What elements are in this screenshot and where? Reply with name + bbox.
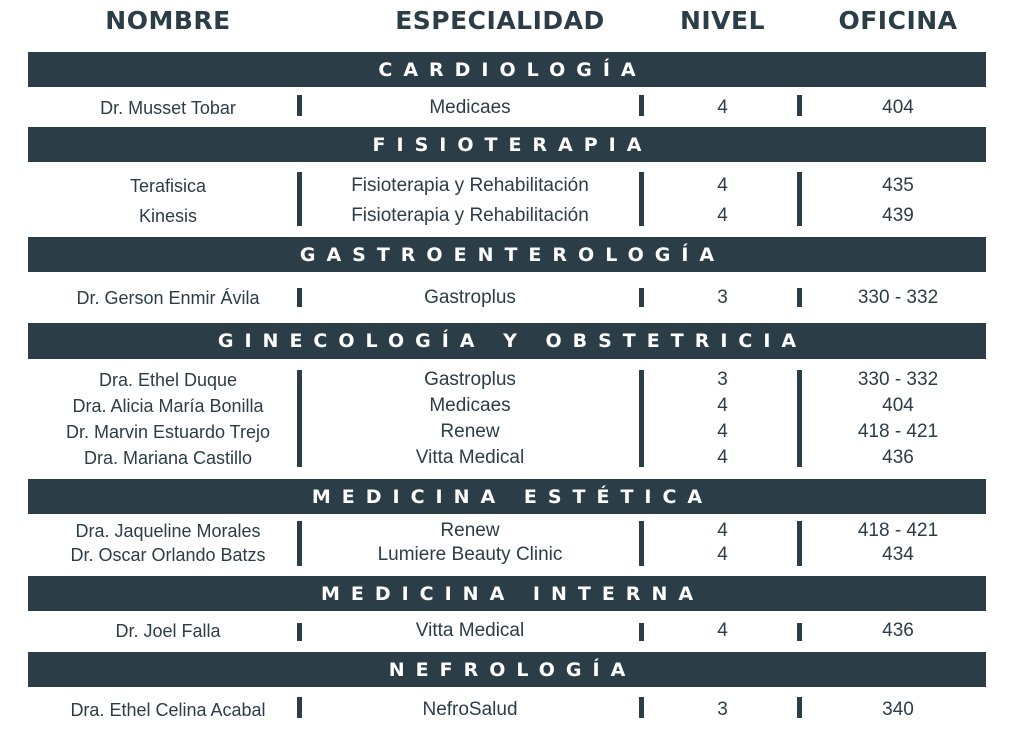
cell-oficina: 418 - 421 (857, 421, 939, 442)
column-divider (797, 370, 802, 467)
column-divider (297, 623, 302, 641)
section-title-band: FISIOTERAPIA (28, 127, 986, 162)
cell-nivel: 3 (717, 369, 728, 390)
cell-oficina: 436 (882, 447, 914, 468)
cell-oficina: 404 (882, 395, 914, 416)
column-divider (797, 288, 802, 307)
table-header (0, 0, 1024, 50)
section-title-band: MEDICINA INTERNA (28, 576, 986, 611)
table-row (0, 96, 1024, 120)
cell-nivel: 4 (717, 97, 728, 118)
section-title-band: CARDIOLOGÍA (28, 52, 986, 87)
cell-oficina: 330 - 332 (857, 369, 939, 390)
column-divider (297, 697, 302, 718)
cell-oficina: 435 (882, 175, 914, 196)
cell-especialidad: NefroSalud (422, 699, 518, 720)
cell-nombre: Dra. Alicia María Bonilla (72, 396, 264, 416)
table-row (0, 420, 1024, 444)
cell-nombre: Dra. Mariana Castillo (83, 448, 253, 468)
section-title-band: GASTROENTEROLOGÍA (28, 237, 986, 272)
column-divider (797, 521, 802, 566)
cell-nombre: Dr. Musset Tobar (100, 98, 236, 118)
column-divider (797, 697, 802, 718)
cell-especialidad: Fisioterapia y Rehabilitación (351, 175, 589, 196)
cell-nombre: Kinesis (138, 206, 198, 226)
cell-especialidad: Vitta Medical (415, 447, 525, 468)
table-row (0, 204, 1024, 228)
header-nombre: NOMBRE (105, 6, 231, 35)
cell-especialidad: Gastroplus (424, 287, 516, 308)
table-row (0, 543, 1024, 567)
table-row (0, 446, 1024, 470)
cell-especialidad: Gastroplus (424, 369, 516, 390)
table-row (0, 174, 1024, 198)
cell-nivel: 4 (717, 620, 728, 641)
table-row (0, 286, 1024, 310)
cell-especialidad: Vitta Medical (415, 620, 525, 641)
section-title-band: GINECOLOGÍA Y OBSTETRICIA (28, 323, 986, 359)
cell-nombre: Dr. Marvin Estuardo Trejo (65, 422, 271, 442)
cell-nivel: 4 (717, 447, 728, 468)
column-divider (639, 521, 644, 566)
cell-nivel: 3 (717, 287, 728, 308)
table-row (0, 394, 1024, 418)
header-nivel: NIVEL (679, 6, 766, 35)
cell-oficina: 434 (882, 544, 914, 565)
column-divider (297, 521, 302, 566)
cell-oficina: 418 - 421 (857, 520, 939, 541)
column-divider (797, 623, 802, 641)
column-divider (297, 172, 302, 226)
cell-nivel: 4 (717, 175, 728, 196)
column-divider (639, 172, 644, 226)
cell-nivel: 3 (717, 699, 728, 720)
cell-especialidad: Fisioterapia y Rehabilitación (351, 205, 589, 226)
cell-oficina: 436 (882, 620, 914, 641)
header-especialidad: ESPECIALIDAD (395, 6, 605, 35)
cell-especialidad: Lumiere Beauty Clinic (377, 544, 563, 565)
cell-nombre: Dra. Ethel Celina Acabal (70, 700, 266, 720)
section-title-band: MEDICINA ESTÉTICA (28, 479, 986, 514)
column-divider (797, 172, 802, 226)
column-divider (639, 370, 644, 467)
cell-oficina: 404 (882, 97, 914, 118)
cell-oficina: 340 (882, 699, 914, 720)
cell-oficina: 439 (882, 205, 914, 226)
table-row (0, 519, 1024, 543)
cell-especialidad: Medicaes (429, 395, 511, 416)
cell-nombre: Dr. Oscar Orlando Batzs (70, 545, 266, 565)
cell-nivel: 4 (717, 520, 728, 541)
header-oficina: OFICINA (838, 6, 958, 35)
table-row (0, 698, 1024, 722)
cell-especialidad: Renew (440, 421, 500, 442)
cell-oficina: 330 - 332 (857, 287, 939, 308)
column-divider (297, 95, 302, 116)
cell-nombre: Dr. Joel Falla (115, 621, 221, 641)
cell-nombre: Terafisica (129, 176, 207, 196)
table-row (0, 368, 1024, 392)
table-row (0, 619, 1024, 643)
column-divider (797, 95, 802, 116)
column-divider (639, 288, 644, 307)
cell-especialidad: Medicaes (429, 97, 511, 118)
cell-nombre: Dra. Ethel Duque (98, 370, 238, 390)
column-divider (297, 288, 302, 307)
section-title-band: NEFROLOGÍA (28, 652, 986, 687)
cell-nivel: 4 (717, 205, 728, 226)
cell-nivel: 4 (717, 544, 728, 565)
cell-especialidad: Renew (440, 520, 500, 541)
cell-nombre: Dra. Jaqueline Morales (75, 521, 261, 541)
cell-nombre: Dr. Gerson Enmir Ávila (76, 288, 260, 308)
column-divider (639, 697, 644, 718)
cell-nivel: 4 (717, 395, 728, 416)
column-divider (297, 370, 302, 467)
column-divider (639, 623, 644, 641)
column-divider (639, 95, 644, 116)
cell-nivel: 4 (717, 421, 728, 442)
